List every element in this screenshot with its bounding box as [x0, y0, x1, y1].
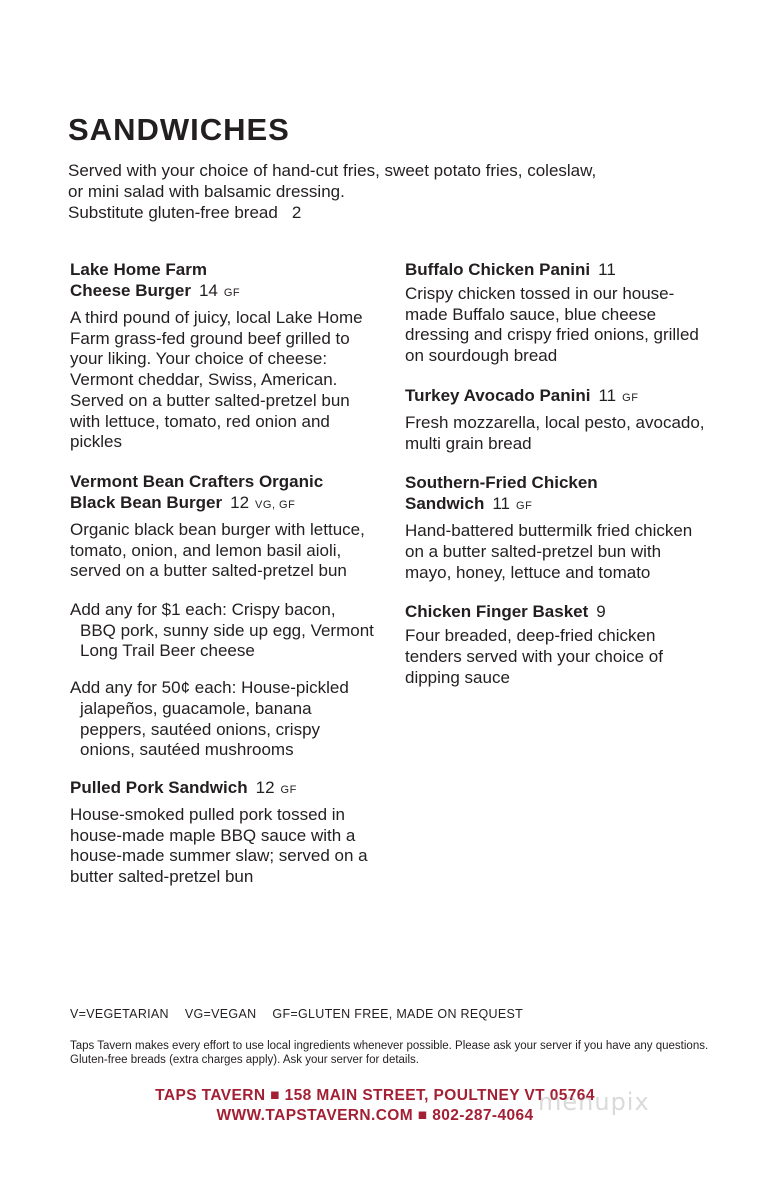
item-name-line-2 [70, 492, 375, 516]
menu-item-black-bean-burger [70, 471, 375, 582]
item-name-line-2 [405, 493, 705, 517]
item-price: 12 [230, 492, 250, 512]
menu-item-cheese-burger [70, 259, 375, 453]
item-name [405, 259, 705, 280]
legend-vegan: VG=VEGAN [184, 1007, 257, 1021]
item-description: Crispy chicken tossed in our house-made Buffalo sauce, blue cheese dressing and crispy fried onions, grilled on sourdough bread [405, 284, 699, 366]
intro-line-2: or mini salad with balsamic dressing. [68, 182, 345, 201]
footnote-gluten-free: Gluten-free breads (extra charges apply). Ask your server for details. [70, 1054, 419, 1066]
menu-item-pulled-pork [70, 777, 375, 888]
dietary-legend [70, 1007, 539, 1021]
item-name [70, 259, 375, 304]
item-name-line-1: Lake Home Farm [70, 260, 207, 279]
item-description: Organic black bean burger with lettuce, tomato, onion, and lemon basil aioli, served on a butter salted-pretzel bun [70, 519, 365, 581]
menu-item-southern-fried-chicken [405, 472, 705, 583]
item-description: Hand-battered buttermilk fried chicken on a butter salted-pretzel bun with mayo, honey, lettuce and tomato [405, 521, 693, 582]
item-price: 11 [492, 494, 511, 514]
item-name-text: Chicken Finger Basket [405, 602, 589, 622]
intro-line-1: Served with your choice of hand-cut fries, sweet potato fries, coleslaw, [68, 161, 597, 180]
item-tags: GF [223, 287, 241, 299]
menu-item-chicken-finger-basket [405, 601, 705, 688]
item-name [405, 472, 705, 517]
section-title: SANDWICHES [68, 112, 290, 147]
item-description: A third pound of juicy, local Lake Home Farm grass-fed ground beef grilled to your liking. Your choice of cheese: Vermont cheddar, Swiss, American. Served on a butter salted-pretzel bun with lettuce, tomato, red onion and pickles [70, 308, 363, 452]
item-name-text: Black Bean Burger [70, 492, 223, 512]
section-intro [68, 160, 728, 223]
legend-gluten-free: GF=GLUTEN FREE, MADE ON REQUEST [272, 1007, 524, 1021]
item-name-line-1: Vermont Bean Crafters Organic [70, 471, 324, 491]
substitute-price: 2 [291, 203, 302, 222]
substitute-line [68, 202, 728, 223]
legend-vegetarian: V=VEGETARIAN [70, 1007, 169, 1021]
item-price: 11 [598, 260, 616, 279]
footnote-local-ingredients: Taps Tavern makes every effort to use local ingredients whenever possible. Please ask your server if you have any questions. [70, 1040, 709, 1052]
addon-50-cent: Add any for 50¢ each: House-pickled jalapeños, guacamole, banana peppers, sautéed onions, crispy onions, sautéed mushrooms [70, 678, 349, 760]
item-name [70, 471, 375, 516]
item-name-text: Buffalo Chicken Panini [405, 260, 591, 279]
item-name-text: Pulled Pork Sandwich [70, 777, 248, 797]
item-description: House-smoked pulled pork tossed in house-made maple BBQ sauce with a house-made summer slaw; served on a butter salted-pretzel bun [70, 804, 368, 887]
watermark: menupix [538, 1088, 650, 1116]
item-price: 12 [255, 777, 275, 797]
menu-item-turkey-avocado-panini [405, 385, 705, 454]
item-name-line-1: Southern-Fried Chicken [405, 473, 598, 493]
left-column [70, 259, 375, 906]
item-tags: GF [280, 783, 297, 796]
item-price: 14 [198, 281, 218, 300]
item-description: Four breaded, deep-fried chicken tenders served with your choice of dipping sauce [405, 626, 663, 687]
item-name-text: Cheese Burger [70, 281, 191, 300]
item-tags: VG, GF [255, 498, 296, 511]
footer-contact: WWW.TAPSTAVERN.COM ■ 802-287-4064 [216, 1107, 534, 1124]
item-description: Fresh mozzarella, local pesto, avocado, multi grain bread [405, 412, 705, 453]
footnotes [70, 1039, 710, 1067]
item-name-text: Turkey Avocado Panini [405, 385, 591, 405]
item-price: 11 [598, 385, 617, 405]
right-column [405, 259, 705, 706]
item-name [405, 385, 705, 409]
item-name [405, 601, 705, 622]
item-name-line-2 [70, 280, 375, 304]
item-tags: GF [622, 391, 639, 404]
menu-item-buffalo-chicken-panini [405, 259, 705, 367]
addon-1-dollar: Add any for $1 each: Crispy bacon, BBQ pork, sunny side up egg, Vermont Long Trail Beer cheese [70, 600, 374, 661]
item-name-text: Sandwich [405, 494, 485, 514]
substitute-label: Substitute gluten-free bread [68, 203, 278, 222]
item-price: 9 [596, 602, 606, 622]
item-name [70, 777, 375, 801]
footer-address: TAPS TAVERN ■ 158 MAIN STREET, POULTNEY VT 05764 [155, 1087, 595, 1104]
item-tags: GF [516, 500, 533, 513]
